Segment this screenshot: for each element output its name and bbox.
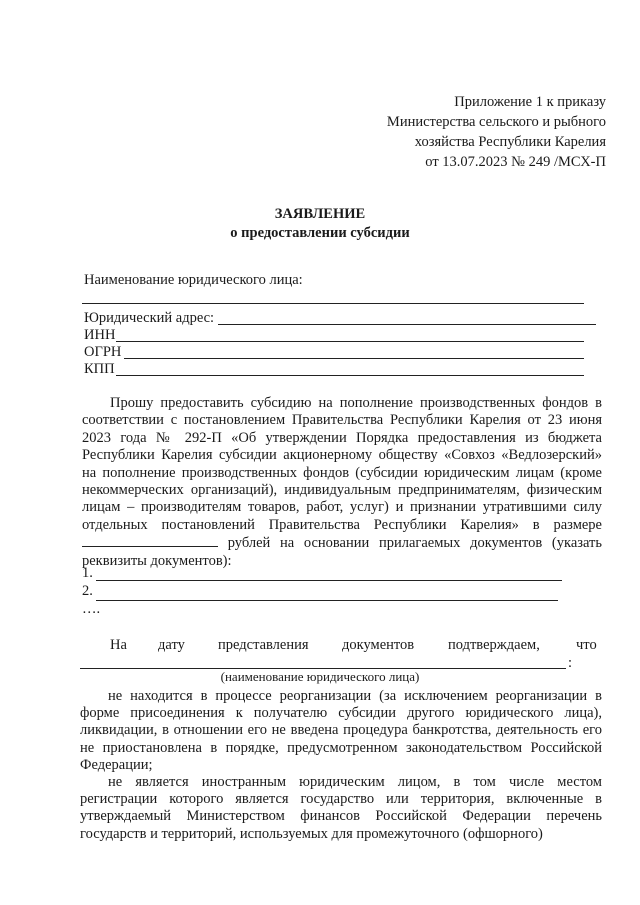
statements-block (80, 688, 602, 843)
request-paragraph (82, 395, 602, 570)
request-text-before: Прошу предоставить субсидию на пополнение производственных фондов в соответствии с постановлением Правительства Республики Карелия от 23 июня 2023 года № 292-П «Об утверждении Порядка предоставления из бюджета Республики Карелия субсидии акционерному обществу «Совхоз «Ведлозерский» на пополнение производственных фондов (субсидии юридическим лицам (кроме некоммерческих организаций), индивидуальным предпринимателям, физическим лицам – производителям товаров, работ, услуг) и признании утратившими силу отдельных постановлений Правительства Республики Карелия» в размере (82, 395, 602, 533)
document-title (0, 205, 640, 243)
ogrn-line[interactable] (124, 358, 584, 359)
org-name-line[interactable] (82, 303, 584, 304)
title-main: ЗАЯВЛЕНИЕ (274, 206, 366, 222)
doc-ellipsis: …. (82, 601, 101, 617)
title-sub: о предоставлении субсидии (230, 225, 410, 241)
address-label: Юридический адрес: (84, 310, 215, 326)
org-name-caption: (наименование юридического лица) (220, 669, 420, 684)
doc-item-2-label: 2. (82, 583, 93, 599)
confirm-word-4: документов (342, 637, 415, 653)
confirm-word-5: подтверждаем, (448, 637, 540, 653)
confirm-colon: : (568, 655, 573, 671)
header-line-1: Приложение 1 к приказу (454, 94, 606, 110)
request-text-after: рублей на основании прилагаемых документов (указать реквизиты документов): (82, 535, 602, 569)
statement-1: не находится в процессе реорганизации (за исключением реорганизации в форме присоединения к получателю субсидии другого юридического лица), ликвидации, в отношении его не введена процедура банкротства, деятельность его не приостановлена в порядке, предусмотренном законодательством Российской Федерации; (80, 688, 602, 773)
order-header (330, 92, 606, 172)
confirm-word-1: На (110, 637, 127, 653)
doc-item-1-label: 1. (82, 565, 93, 581)
kpp-label: КПП (84, 361, 115, 377)
org-name-label: Наименование юридического лица: (84, 272, 303, 288)
confirm-word-6: что (576, 637, 597, 653)
statement-2: не является иностранным юридическим лицом, в том числе местом регистрации которого является государство или территория, включенные в утверждаемый Министерством финансов Российской Федерации перечень государств и территорий, используемых для промежуточного (офшорного) (80, 774, 602, 842)
kpp-line[interactable] (116, 375, 584, 376)
inn-label: ИНН (84, 327, 116, 343)
header-line-2: Министерства сельского и рыбного (386, 114, 606, 130)
address-line[interactable] (218, 324, 596, 325)
doc-item-2-line[interactable] (96, 600, 558, 601)
inn-line[interactable] (116, 341, 584, 342)
ogrn-label: ОГРН (84, 344, 122, 360)
doc-item-1-line[interactable] (96, 580, 562, 581)
confirm-word-2: дату (158, 637, 185, 653)
header-line-3: хозяйства Республики Карелия (414, 134, 606, 150)
confirm-word-3: представления (218, 637, 309, 653)
header-line-4: от 13.07.2023 № 249 /МСХ-П (425, 154, 606, 170)
amount-blank[interactable] (82, 534, 218, 547)
